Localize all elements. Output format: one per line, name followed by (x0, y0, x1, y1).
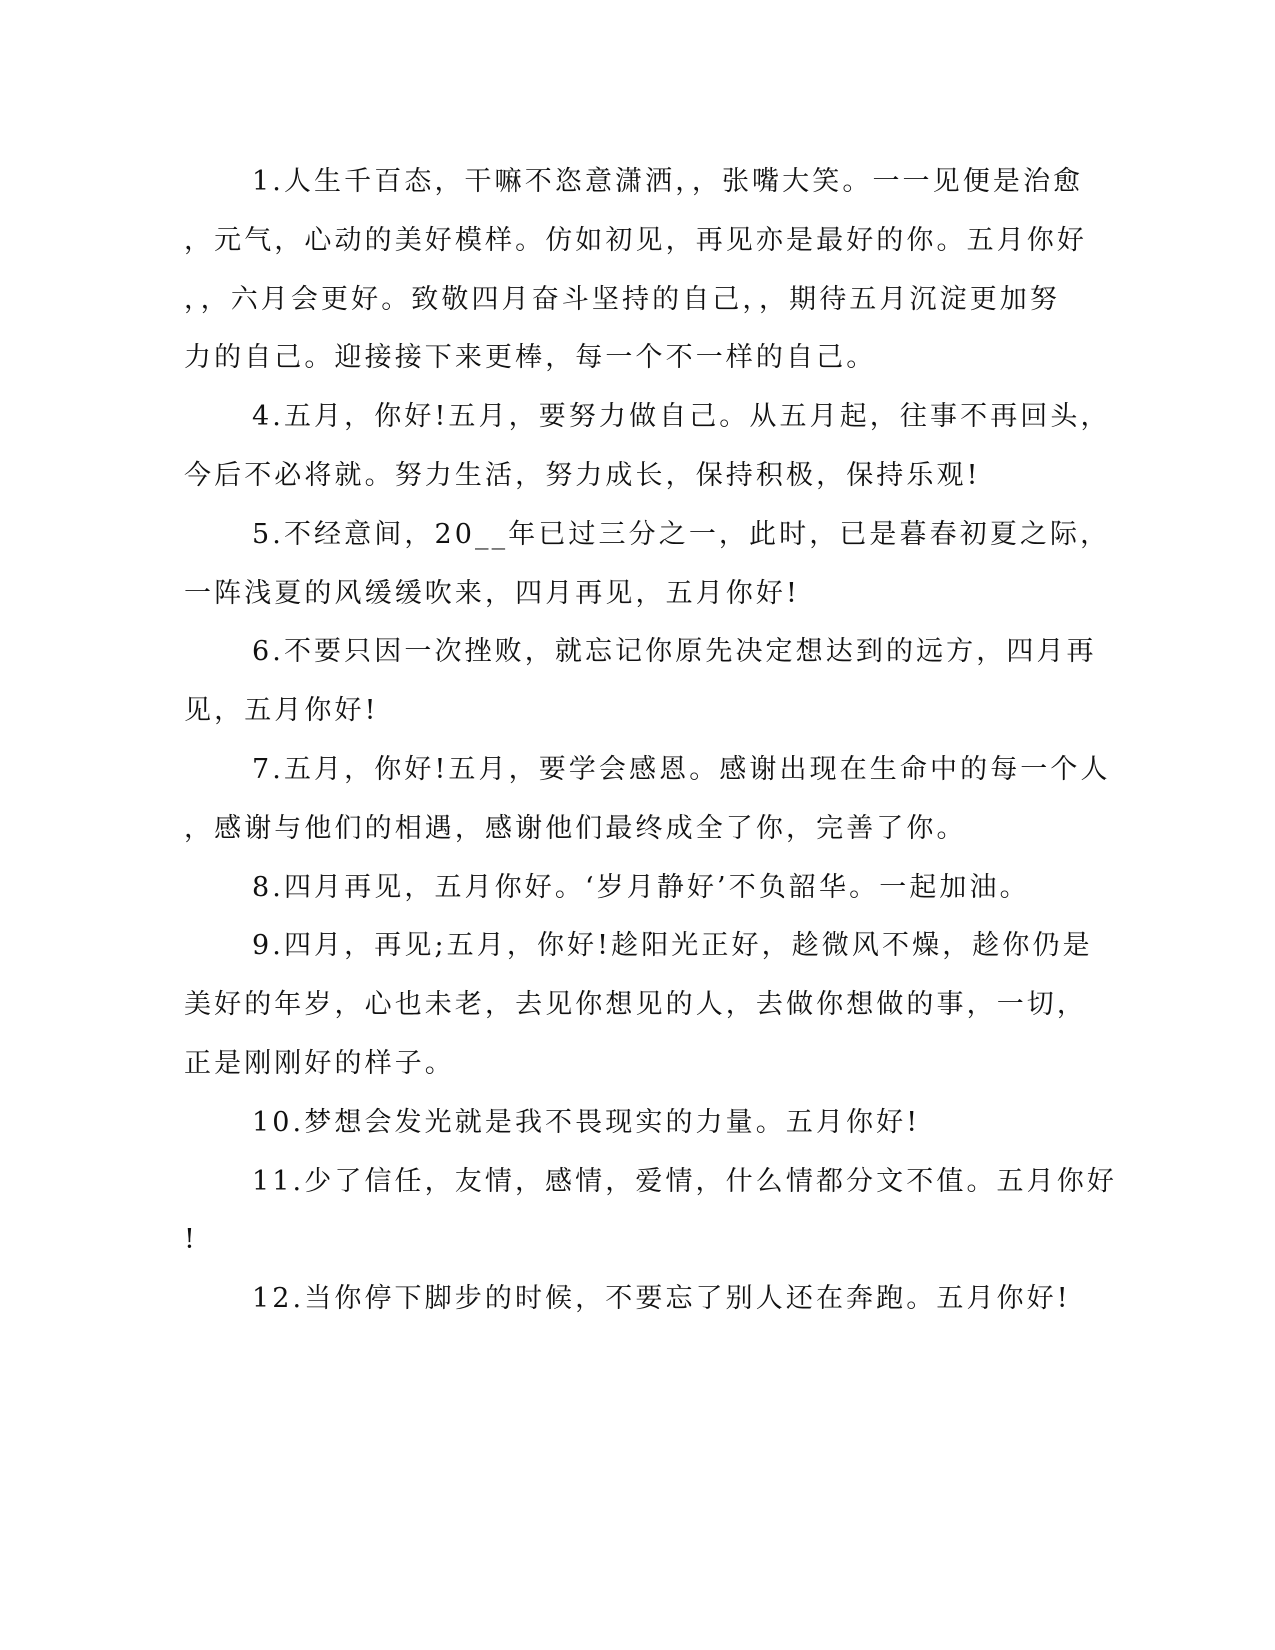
text-line: 6.不要只因一次挫败，就忘记你原先决定想达到的远方，四月再 (252, 636, 1097, 667)
text-line: ! (184, 1224, 198, 1255)
text-line: 11.少了信任，友情，感情，爱情，什么情都分文不值。五月你好 (252, 1166, 1117, 1197)
text-line: 见，五月你好! (184, 695, 379, 726)
text-line: 正是刚刚好的样子。 (184, 1048, 455, 1079)
text-line: 5.不经意间，20__年已过三分之一，此时，已是暮春初夏之际， (252, 519, 1111, 550)
text-line: 一阵浅夏的风缓缓吹来，四月再见，五月你好! (184, 578, 800, 609)
text-line: ，感谢与他们的相遇，感谢他们最终成全了你，完善了你。 (184, 813, 967, 844)
text-line: 7.五月，你好!五月，要学会感恩。感谢出现在生命中的每一个人 (252, 754, 1111, 785)
text-line: 8.四月再见，五月你好。‘岁月静好’不负韶华。一起加油。 (252, 872, 1030, 903)
text-line: 4.五月，你好!五月，要努力做自己。从五月起，往事不再回头， (252, 401, 1111, 432)
text-line: 力的自己。迎接接下来更棒，每一个不一样的自己。 (184, 342, 877, 373)
text-line: 12.当你停下脚步的时候，不要忘了别人还在奔跑。五月你好! (252, 1283, 1071, 1314)
text-line: 美好的年岁，心也未老，去见你想见的人，去做你想做的事，一切， (184, 989, 1087, 1020)
text-line: 1.人生千百态，干嘛不恣意潇洒，，张嘴大笑。一一见便是治愈 (252, 166, 1084, 197)
text-line: ，元气，心动的美好模样。仿如初见，再见亦是最好的你。五月你好 (184, 225, 1087, 256)
text-line: ，，六月会更好。致敬四月奋斗坚持的自己，，期待五月沉淀更加努 (184, 284, 1060, 315)
text-line: 10.梦想会发光就是我不畏现实的力量。五月你好! (252, 1107, 921, 1138)
text-line: 9.四月，再见;五月，你好!趁阳光正好，趁微风不燥，趁你仍是 (252, 930, 1093, 961)
text-line: 今后不必将就。努力生活，努力成长，保持积极，保持乐观! (184, 460, 981, 491)
